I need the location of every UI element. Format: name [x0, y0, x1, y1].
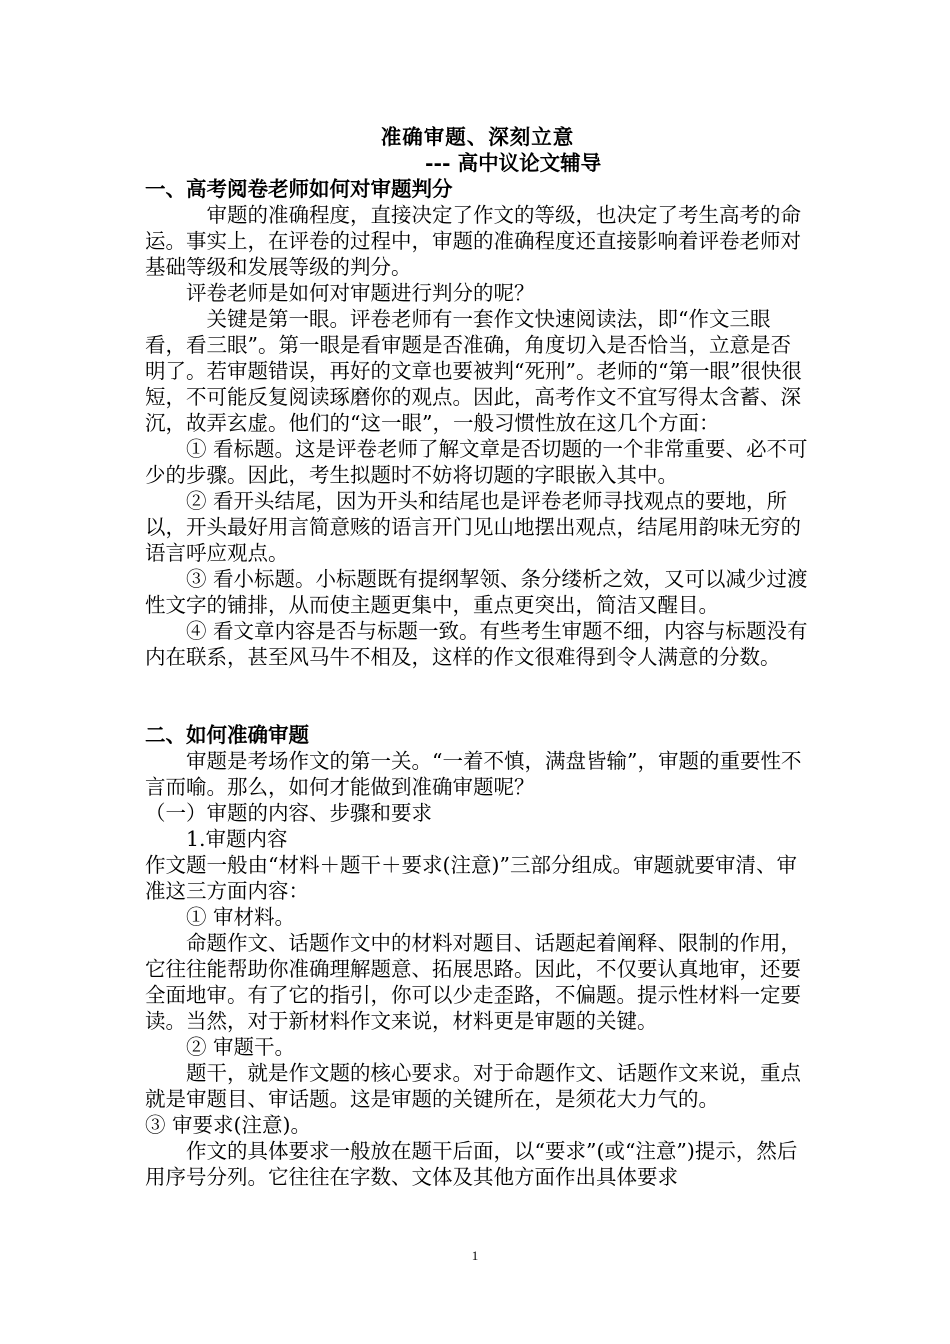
section2-subheading: （一）审题的内容、步骤和要求 [145, 801, 432, 825]
section2-heading: 二、如何准确审题 [145, 723, 309, 747]
section1-paragraph: 关键是第一眼。评卷老师有一套作文快速阅读法，即“作文三眼看，看三眼”。第一眼是看审题是否准确，角度切入是否恰当，立意是否明了。若审题错误，再好的文章也要被判“死刑”。老师的“第一眼”很快很短，不可能反复阅读琢磨你的观点。因此，高考作文不宜写得太含蓄、深沉，故弄玄虚。他们的“这一眼”，一般习惯性放在这几个方面： [145, 307, 802, 435]
section1-paragraph: 评卷老师是如何对审题进行判分的呢？ [186, 281, 535, 305]
section2-point-label: ① 审材料。 [186, 905, 296, 929]
document-body [145, 124, 810, 1190]
section-spacer [145, 670, 810, 722]
document-subtitle: --- 高中议论文辅导 [425, 151, 602, 175]
section1-point: ② 看开头结尾，因为开头和结尾也是评卷老师寻找观点的要地，所以，开头最好用言简意赅的语言开门见山地摆出观点，结尾用韵味无穷的语言呼应观点。 [145, 489, 801, 565]
section2-point-text: 题干，就是作文题的核心要求。对于命题作文、话题作文来说，重点就是审题目、审话题。这是审题的关键所在，是须花大力气的。 [145, 1061, 801, 1111]
section2-point-label: ② 审题干。 [186, 1035, 296, 1059]
section1-point: ④ 看文章内容是否与标题一致。有些考生审题不细，内容与标题没有内在联系，甚至风马牛不相及，这样的作文很难得到令人满意的分数。 [145, 619, 808, 669]
section1-heading: 一、高考阅卷老师如何对审题判分 [145, 177, 453, 201]
section2-item-text: 作文题一般由“材料＋题干＋要求(注意)”三部分组成。审题就要审清、审准这三方面内容： [145, 853, 797, 903]
document-title: 准确审题、深刻立意 [380, 125, 575, 149]
section1-point: ③ 看小标题。小标题既有提纲挈领、条分缕析之效，又可以减少过渡性文字的铺排，从而使主题更集中，重点更突出，简洁又醒目。 [145, 567, 808, 617]
page-number: 1 [471, 1248, 479, 1263]
section2-point-text: 作文的具体要求一般放在题干后面，以“要求”(或“注意”)提示，然后用序号分列。它往往在字数、文体及其他方面作出具体要求 [145, 1139, 798, 1189]
section2-intro: 审题是考场作文的第一关。“一着不慎，满盘皆输”，审题的重要性不言而喻。那么，如何才能做到准确审题呢？ [145, 749, 802, 799]
section1-paragraph: 审题的准确程度，直接决定了作文的等级，也决定了考生高考的命运。事实上，在评卷的过程中，审题的准确程度还直接影响着评卷老师对基础等级和发展等级的判分。 [145, 203, 801, 279]
section2-item-title: 1.审题内容 [186, 827, 288, 851]
section1-point: ① 看标题。这是评卷老师了解文章是否切题的一个非常重要、必不可少的步骤。因此，考生拟题时不妨将切题的字眼嵌入其中。 [145, 437, 808, 487]
section2-point-text: 命题作文、话题作文中的材料对题目、话题起着阐释、限制的作用，它往往能帮助你准确理解题意、拓展思路。因此，不仅要认真地审，还要全面地审。有了它的指引，你可以少走歪路，不偏题。提示性材料一定要读。当然，对于新材料作文来说，材料更是审题的关键。 [145, 931, 801, 1033]
section2-point-label: ③ 审要求(注意)。 [145, 1113, 312, 1137]
